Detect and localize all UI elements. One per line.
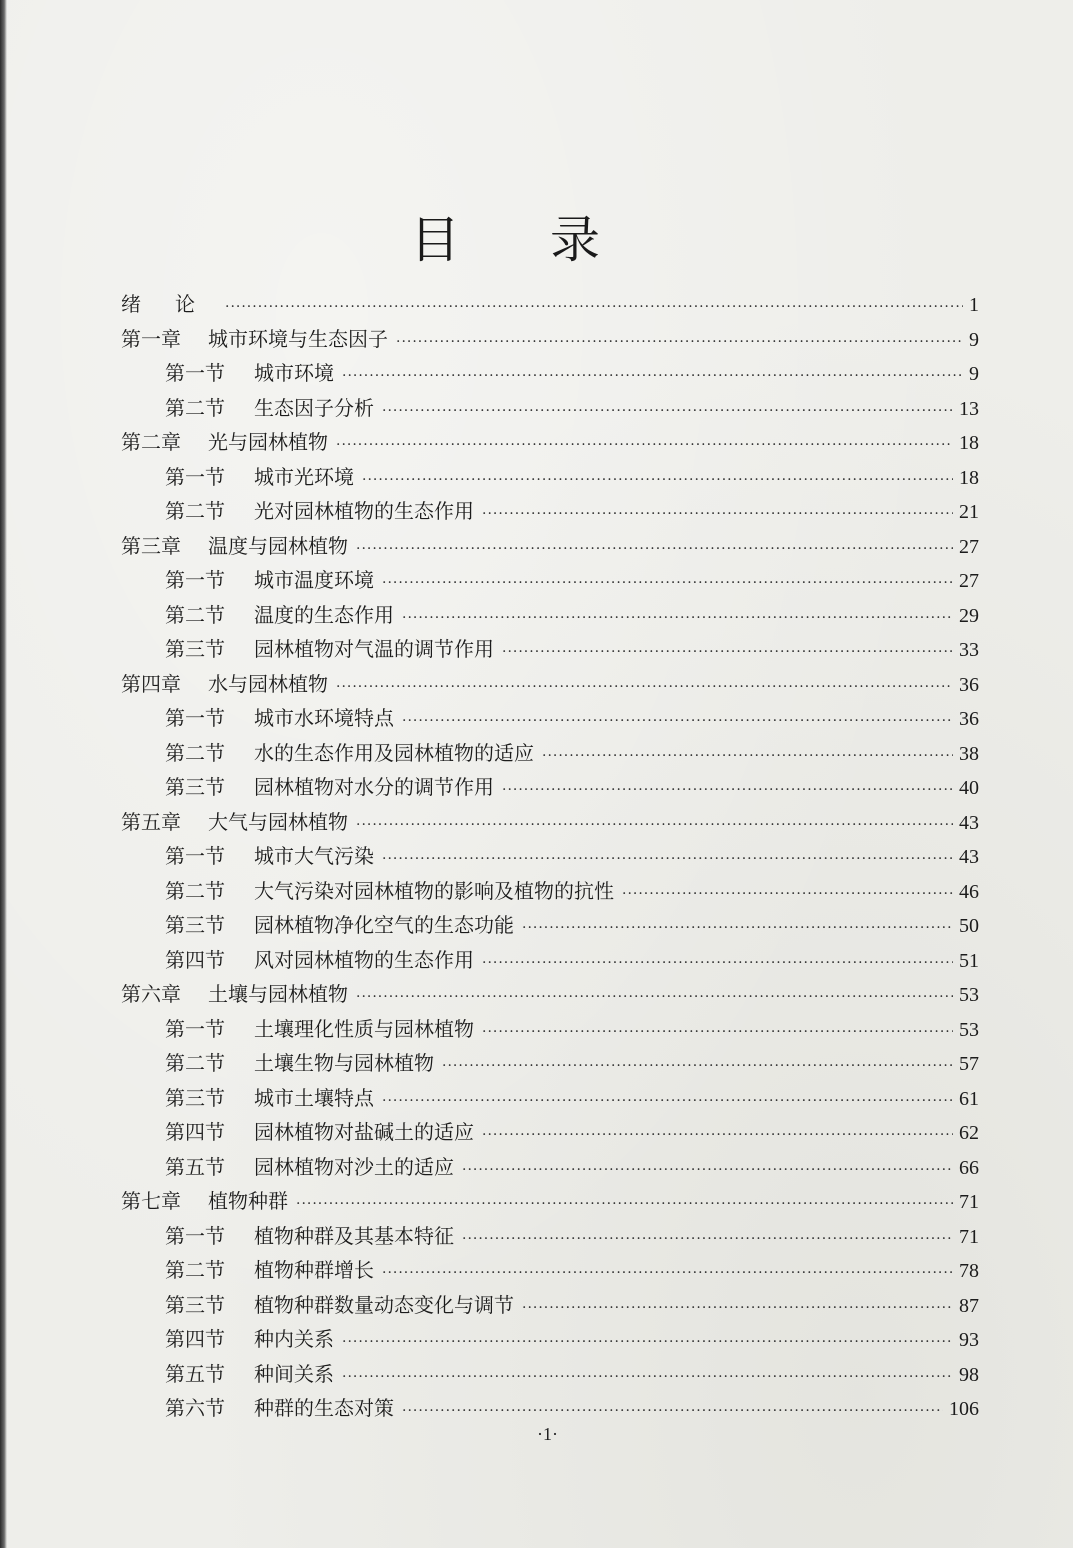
section-title: 园林植物对盐碱土的适应 [254,1120,474,1144]
toc-section-entry [121,356,979,391]
page-number: ·1· [537,1424,558,1444]
section-label: 第二节 [165,1258,225,1282]
toc-section-entry [121,1081,979,1116]
page-ref: 29 [959,604,979,627]
toc-section-entry [121,1322,979,1357]
dot-leader [502,773,953,808]
section-label: 第三节 [165,1292,225,1317]
dot-leader [382,1256,953,1291]
section-title: 园林植物对气温的调节作用 [254,637,494,661]
section-label: 第二节 [165,602,225,627]
section-title: 城市土壤特点 [254,1085,374,1110]
section-label: 第二节 [165,395,225,420]
toc-intro-entry [121,287,979,322]
dot-leader [382,566,953,601]
dot-leader [356,980,953,1015]
chapter-title: 城市环境与生态因子 [208,326,388,351]
page-ref: 9 [969,328,979,351]
section-title: 土壤理化性质与园林植物 [254,1016,474,1041]
toc-section-entry [121,563,979,598]
page-ref: 61 [959,1087,979,1110]
page-ref: 57 [959,1053,979,1075]
section-title: 植物种群增长 [254,1258,374,1282]
dot-leader [296,1187,953,1222]
section-title: 植物种群数量动态变化与调节 [254,1292,514,1317]
toc-section-entry [121,1219,979,1254]
section-title: 温度的生态作用 [254,602,394,627]
page-ref: 46 [959,880,979,903]
toc-chapter-entry [121,667,979,702]
page-ref: 78 [959,1260,979,1282]
dot-leader [402,601,953,636]
section-title: 种间关系 [254,1361,334,1386]
section-label: 第一节 [165,1223,225,1248]
section-label: 第三节 [165,913,225,937]
chapter-label: 第四章 [121,671,181,696]
chapter-label: 第七章 [121,1189,181,1213]
toc-section-entry [121,1150,979,1185]
toc-section-entry [121,874,979,909]
dot-leader [402,704,953,739]
section-label: 第五节 [165,1361,225,1386]
toc-chapter-entry [121,529,979,564]
toc-section-entry [121,1391,979,1426]
dot-leader [382,1084,953,1119]
page-ref: 40 [959,777,979,799]
toc-chapter-entry [121,425,979,460]
chapter-title: 温度与园林植物 [208,533,348,558]
toc-section-entry [121,908,979,943]
section-title: 园林植物对沙土的适应 [254,1154,454,1179]
section-title: 种群的生态对策 [254,1396,394,1420]
section-title: 土壤生物与园林植物 [254,1051,434,1075]
section-label: 第二节 [165,1051,225,1075]
toc-section-entry [121,1357,979,1392]
section-label: 第一节 [165,706,225,730]
toc-section-entry [121,1253,979,1288]
page-ref: 21 [959,501,979,523]
toc-section-entry [121,494,979,529]
page-ref: 50 [959,915,979,937]
section-label: 第四节 [165,947,225,972]
section-title: 植物种群及其基本特征 [254,1223,454,1248]
chapter-label: 第二章 [121,430,181,454]
dot-leader [342,1325,953,1360]
dot-leader [336,428,953,463]
toc-section-entry [121,460,979,495]
page-ref: 18 [959,432,979,454]
section-title: 城市环境 [254,361,334,385]
dot-leader [396,325,963,360]
dot-leader [482,946,953,981]
section-label: 第一节 [165,361,225,385]
dot-leader [342,359,963,394]
toc-section-entry [121,1115,979,1150]
section-title: 城市大气污染 [254,844,374,868]
section-title: 城市光环境 [254,464,354,489]
toc-section-entry [121,1046,979,1081]
chapter-title: 大气与园林植物 [208,809,348,834]
dot-leader [522,911,953,946]
dot-leader [356,808,953,843]
page-ref: 1 [969,294,979,316]
section-title: 种内关系 [254,1327,334,1351]
chapter-title: 土壤与园林植物 [208,982,348,1006]
section-title: 大气污染对园林植物的影响及植物的抗性 [254,878,614,903]
toc-section-entry [121,632,979,667]
dot-leader [382,842,953,877]
chapter-label: 第一章 [121,326,181,351]
page-ref: 33 [959,639,979,661]
section-label: 第一节 [165,1016,225,1041]
section-label: 第二节 [165,499,225,523]
page-ref: 36 [959,708,979,730]
page-ref: 87 [959,1294,979,1317]
page-ref: 27 [959,570,979,592]
chapter-title: 水与园林植物 [208,671,328,696]
page-ref: 27 [959,535,979,558]
toc-section-entry [121,770,979,805]
dot-leader [356,532,953,567]
dot-leader [225,290,963,325]
dot-leader [482,1015,953,1050]
toc-section-entry [121,943,979,978]
toc-chapter-entry [121,322,979,357]
section-label: 第二节 [165,878,225,903]
section-title: 城市温度环境 [254,568,374,592]
page-ref: 66 [959,1156,979,1179]
section-title: 园林植物净化空气的生态功能 [254,913,514,937]
dot-leader [442,1049,953,1084]
section-title: 生态因子分析 [254,395,374,420]
page-ref: 53 [959,1018,979,1041]
toc-section-entry [121,701,979,736]
section-label: 第一节 [165,844,225,868]
dot-leader [522,1291,953,1326]
toc-chapter-entry [121,1184,979,1219]
toc-section-entry [121,1288,979,1323]
section-label: 第三节 [165,1085,225,1110]
page-ref: 93 [959,1329,979,1351]
page-ref: 98 [959,1363,979,1386]
dot-leader [336,670,953,705]
page-ref: 71 [959,1225,979,1248]
page-ref: 18 [959,466,979,489]
section-label: 第一节 [165,464,225,489]
dot-leader [542,739,953,774]
page-title: 目录 [410,211,690,269]
section-title: 城市水环境特点 [254,706,394,730]
section-label: 第六节 [165,1396,225,1420]
toc-chapter-entry [121,805,979,840]
toc-section-entry [121,839,979,874]
page-ref: 62 [959,1122,979,1144]
dot-leader [382,394,953,429]
section-label: 第三节 [165,637,225,661]
chapter-title: 植物种群 [208,1189,288,1213]
section-label: 第五节 [165,1154,225,1179]
section-label: 第三节 [165,775,225,799]
chapter-label: 绪论 [121,292,229,316]
page-ref: 9 [969,363,979,385]
dot-leader [462,1222,953,1257]
page-ref: 13 [959,397,979,420]
section-label: 第四节 [165,1327,225,1351]
page-ref: 36 [959,673,979,696]
page-ref: 71 [959,1191,979,1213]
section-label: 第四节 [165,1120,225,1144]
toc-section-entry [121,736,979,771]
chapter-label: 第五章 [121,809,181,834]
dot-leader [482,497,953,532]
table-of-contents [121,287,979,1426]
toc-section-entry [121,391,979,426]
section-label: 第一节 [165,568,225,592]
dot-leader [622,877,953,912]
dot-leader [462,1153,953,1188]
page-ref: 43 [959,811,979,834]
page-ref: 38 [959,742,979,765]
section-title: 风对园林植物的生态作用 [254,947,474,972]
dot-leader [342,1360,953,1395]
toc-section-entry [121,598,979,633]
section-title: 园林植物对水分的调节作用 [254,775,494,799]
section-title: 光对园林植物的生态作用 [254,499,474,523]
chapter-label: 第六章 [121,982,181,1006]
toc-section-entry [121,1012,979,1047]
page-ref: 53 [959,984,979,1006]
dot-leader [362,463,953,498]
page-ref: 43 [959,846,979,868]
dot-leader [502,635,953,670]
section-title: 水的生态作用及园林植物的适应 [254,740,534,765]
page-ref: 51 [959,949,979,972]
page-ref: 106 [949,1398,979,1420]
toc-chapter-entry [121,977,979,1012]
chapter-title: 光与园林植物 [208,430,328,454]
section-label: 第二节 [165,740,225,765]
chapter-label: 第三章 [121,533,181,558]
dot-leader [482,1118,953,1153]
